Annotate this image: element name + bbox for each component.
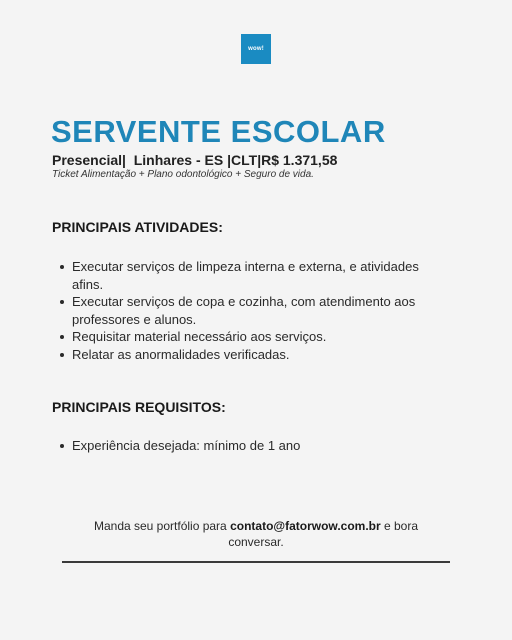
requirements-heading: PRINCIPAIS REQUISITOS: [52, 399, 226, 415]
contact-suffix: e bora conversar. [228, 519, 419, 549]
footer-divider [62, 561, 450, 563]
activity-item: Relatar as anormalidades verificadas. [72, 346, 452, 364]
requirements-list [72, 437, 452, 455]
job-title: SERVENTE ESCOLAR [51, 114, 386, 149]
requirement-item: Experiência desejada: mínimo de 1 ano [72, 437, 452, 455]
activity-item: Executar serviços de copa e cozinha, com atendimento aos professores e alunos. [72, 293, 452, 328]
activity-item: Requisitar material necessário aos serviços. [72, 328, 452, 346]
contact-email[interactable]: contato@fatorwow.com.br [230, 519, 381, 533]
company-logo [241, 34, 271, 64]
contact-message [80, 518, 432, 550]
activities-heading: PRINCIPAIS ATIVIDADES: [52, 219, 223, 235]
logo-text: wow! [248, 46, 264, 52]
job-details: Presencial| Linhares - ES |CLT|R$ 1.371,58 [52, 152, 338, 168]
contact-prefix: Manda seu portfólio para [93, 519, 231, 533]
activities-list [72, 258, 452, 363]
activity-item: Executar serviços de limpeza interna e externa, e atividades afins. [72, 258, 452, 293]
job-benefits: Ticket Alimentação + Plano odontológico + Seguro de vida. [52, 169, 314, 180]
